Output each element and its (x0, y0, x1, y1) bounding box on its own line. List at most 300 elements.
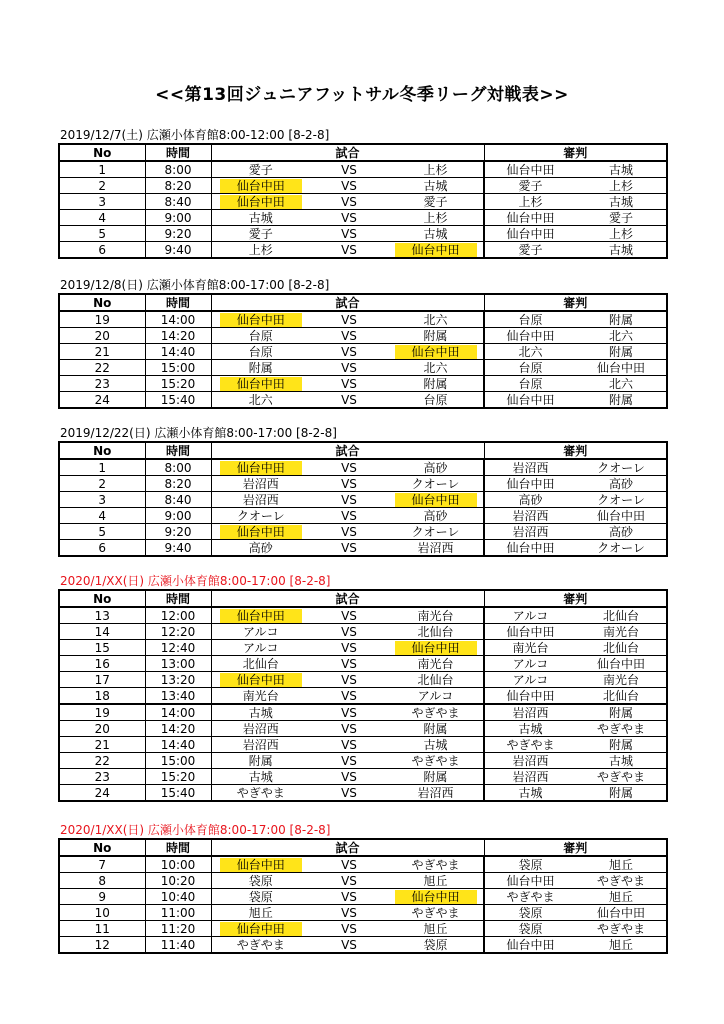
match-time: 14:00 (145, 704, 211, 721)
home-team: 北仙台 (211, 656, 310, 672)
referee-1: 北六 (484, 344, 576, 360)
home-team-highlighted: 仙台中田 (220, 179, 302, 193)
away-team: 台原 (388, 392, 484, 409)
vs-label: VS (310, 194, 388, 210)
table-row (59, 226, 667, 242)
table-row (59, 161, 667, 178)
home-team: 北六 (211, 392, 310, 409)
schedule-table (58, 143, 668, 259)
table-header-row (59, 442, 667, 459)
away-team: 旭丘 (388, 873, 484, 889)
home-team-highlighted: 仙台中田 (220, 525, 302, 539)
table-row (59, 376, 667, 392)
table-row (59, 607, 667, 624)
table-header-row (59, 144, 667, 161)
match-no: 19 (59, 704, 145, 721)
match-no: 24 (59, 392, 145, 409)
match-time: 15:40 (145, 785, 211, 802)
away-team-highlighted: 仙台中田 (395, 243, 477, 257)
vs-label: VS (310, 672, 388, 688)
referee-2: 古城 (576, 161, 667, 178)
referee-1: 台原 (484, 360, 576, 376)
referee-1: 古城 (484, 721, 576, 737)
section-caption: 2019/12/8(日) 広瀬小体育館8:00-17:00 [8-2-8] (60, 278, 330, 292)
referee-1: 仙台中田 (484, 476, 576, 492)
referee-2: 上杉 (576, 178, 667, 194)
header-no: No (59, 144, 145, 161)
vs-label: VS (310, 311, 388, 328)
home-team: 南光台 (211, 688, 310, 705)
match-no: 5 (59, 226, 145, 242)
away-team: やぎやま (388, 856, 484, 873)
table-header-row (59, 590, 667, 607)
vs-label: VS (310, 640, 388, 656)
referee-2: 愛子 (576, 210, 667, 226)
home-team-cell (211, 524, 310, 540)
match-no: 12 (59, 937, 145, 954)
match-no: 20 (59, 721, 145, 737)
away-team: 古城 (388, 226, 484, 242)
referee-2: 仙台中田 (576, 905, 667, 921)
home-team-highlighted: 仙台中田 (220, 609, 302, 623)
home-team: 台原 (211, 344, 310, 360)
away-team: 旭丘 (388, 921, 484, 937)
referee-2: 旭丘 (576, 937, 667, 954)
table-row (59, 873, 667, 889)
referee-2: クオーレ (576, 492, 667, 508)
match-time: 13:00 (145, 656, 211, 672)
referee-1: 袋原 (484, 921, 576, 937)
match-time: 8:40 (145, 492, 211, 508)
table-row (59, 492, 667, 508)
referee-1: 愛子 (484, 242, 576, 259)
match-time: 15:00 (145, 360, 211, 376)
schedule-section (58, 822, 666, 954)
match-time: 14:40 (145, 344, 211, 360)
home-team-cell (211, 178, 310, 194)
section-caption: 2019/12/22(日) 広瀬小体育館8:00-17:00 [8-2-8] (60, 426, 337, 440)
away-team: 愛子 (388, 194, 484, 210)
schedule-table (58, 838, 668, 954)
vs-label: VS (310, 376, 388, 392)
home-team: 高砂 (211, 540, 310, 557)
away-team: 南光台 (388, 607, 484, 624)
home-team: 袋原 (211, 889, 310, 905)
away-team: やぎやま (388, 704, 484, 721)
section-caption: 2020/1/XX(日) 広瀬小体育館8:00-17:00 [8-2-8] (60, 823, 331, 837)
match-time: 9:40 (145, 242, 211, 259)
referee-1: 岩沼西 (484, 524, 576, 540)
table-row (59, 178, 667, 194)
home-team-cell (211, 459, 310, 476)
referee-2: 高砂 (576, 476, 667, 492)
header-referee: 審判 (484, 839, 667, 856)
schedule-section (58, 127, 666, 259)
match-no: 24 (59, 785, 145, 802)
header-no: No (59, 442, 145, 459)
match-time: 14:00 (145, 311, 211, 328)
table-row (59, 889, 667, 905)
match-no: 3 (59, 492, 145, 508)
referee-2: 古城 (576, 242, 667, 259)
match-no: 16 (59, 656, 145, 672)
home-team: やぎやま (211, 785, 310, 802)
home-team-cell (211, 376, 310, 392)
referee-2: 北仙台 (576, 640, 667, 656)
home-team-highlighted: 仙台中田 (220, 461, 302, 475)
header-referee: 審判 (484, 144, 667, 161)
match-no: 17 (59, 672, 145, 688)
match-time: 8:20 (145, 178, 211, 194)
away-team-highlighted: 仙台中田 (395, 345, 477, 359)
referee-1: 仙台中田 (484, 226, 576, 242)
home-team: 岩沼西 (211, 721, 310, 737)
vs-label: VS (310, 524, 388, 540)
match-time: 10:00 (145, 856, 211, 873)
match-time: 10:40 (145, 889, 211, 905)
match-time: 14:20 (145, 328, 211, 344)
referee-2: 旭丘 (576, 856, 667, 873)
header-match: 試合 (211, 294, 484, 311)
referee-2: 仙台中田 (576, 656, 667, 672)
away-team: 高砂 (388, 508, 484, 524)
header-match: 試合 (211, 839, 484, 856)
vs-label: VS (310, 785, 388, 802)
referee-1: 上杉 (484, 194, 576, 210)
home-team-cell (211, 921, 310, 937)
match-no: 13 (59, 607, 145, 624)
referee-2: 仙台中田 (576, 508, 667, 524)
home-team: 愛子 (211, 161, 310, 178)
match-no: 4 (59, 210, 145, 226)
vs-label: VS (310, 688, 388, 705)
table-row (59, 785, 667, 802)
match-time: 15:20 (145, 376, 211, 392)
header-match: 試合 (211, 442, 484, 459)
vs-label: VS (310, 704, 388, 721)
match-time: 11:00 (145, 905, 211, 921)
vs-label: VS (310, 737, 388, 753)
away-team: 北六 (388, 360, 484, 376)
home-team-highlighted: 仙台中田 (220, 673, 302, 687)
table-row (59, 753, 667, 769)
table-row (59, 624, 667, 640)
match-no: 2 (59, 178, 145, 194)
match-time: 9:40 (145, 540, 211, 557)
match-no: 8 (59, 873, 145, 889)
referee-2: 附属 (576, 311, 667, 328)
vs-label: VS (310, 856, 388, 873)
header-no: No (59, 294, 145, 311)
referee-2: 附属 (576, 344, 667, 360)
match-time: 15:20 (145, 769, 211, 785)
referee-2: 仙台中田 (576, 360, 667, 376)
referee-1: 台原 (484, 376, 576, 392)
referee-2: 北仙台 (576, 607, 667, 624)
home-team-highlighted: 仙台中田 (220, 858, 302, 872)
away-team: 附属 (388, 376, 484, 392)
vs-label: VS (310, 624, 388, 640)
match-time: 15:00 (145, 753, 211, 769)
table-row (59, 524, 667, 540)
home-team: アルコ (211, 640, 310, 656)
away-team: やぎやま (388, 753, 484, 769)
referee-2: 古城 (576, 753, 667, 769)
match-no: 23 (59, 769, 145, 785)
vs-label: VS (310, 508, 388, 524)
table-row (59, 656, 667, 672)
referee-2: 北六 (576, 328, 667, 344)
home-team-cell (211, 311, 310, 328)
home-team: 古城 (211, 769, 310, 785)
home-team: 袋原 (211, 873, 310, 889)
referee-1: 台原 (484, 311, 576, 328)
home-team-highlighted: 仙台中田 (220, 377, 302, 391)
match-no: 20 (59, 328, 145, 344)
header-no: No (59, 590, 145, 607)
away-team-highlighted: 仙台中田 (395, 493, 477, 507)
home-team: クオーレ (211, 508, 310, 524)
referee-1: 仙台中田 (484, 688, 576, 705)
schedule-section (58, 277, 666, 409)
vs-label: VS (310, 161, 388, 178)
table-row (59, 640, 667, 656)
match-time: 8:20 (145, 476, 211, 492)
match-no: 5 (59, 524, 145, 540)
away-team-cell (388, 889, 484, 905)
away-team: 岩沼西 (388, 540, 484, 557)
table-row (59, 921, 667, 937)
table-row (59, 328, 667, 344)
away-team: 袋原 (388, 937, 484, 954)
vs-label: VS (310, 344, 388, 360)
header-time: 時間 (145, 590, 211, 607)
table-header-row (59, 294, 667, 311)
schedule-table (58, 441, 668, 557)
header-referee: 審判 (484, 590, 667, 607)
home-team: 上杉 (211, 242, 310, 259)
table-row (59, 721, 667, 737)
away-team: 附属 (388, 721, 484, 737)
home-team: 岩沼西 (211, 492, 310, 508)
schedule-section (58, 425, 666, 557)
vs-label: VS (310, 889, 388, 905)
away-team-cell (388, 640, 484, 656)
header-match: 試合 (211, 144, 484, 161)
vs-label: VS (310, 210, 388, 226)
schedule-section (58, 573, 666, 802)
away-team-highlighted: 仙台中田 (395, 890, 477, 904)
referee-2: 附属 (576, 785, 667, 802)
match-time: 11:20 (145, 921, 211, 937)
match-time: 10:20 (145, 873, 211, 889)
referee-1: 南光台 (484, 640, 576, 656)
match-no: 1 (59, 161, 145, 178)
referee-2: 附属 (576, 392, 667, 409)
page-title: <<第13回ジュニアフットサル冬季リーグ対戦表>> (155, 85, 569, 105)
table-row (59, 937, 667, 954)
vs-label: VS (310, 242, 388, 259)
table-row (59, 392, 667, 409)
match-time: 11:40 (145, 937, 211, 954)
header-match: 試合 (211, 590, 484, 607)
match-time: 13:40 (145, 688, 211, 705)
table-row (59, 210, 667, 226)
referee-1: 愛子 (484, 178, 576, 194)
away-team: 上杉 (388, 161, 484, 178)
referee-1: 仙台中田 (484, 873, 576, 889)
referee-2: 南光台 (576, 672, 667, 688)
table-row (59, 311, 667, 328)
home-team: 岩沼西 (211, 737, 310, 753)
table-header-row (59, 839, 667, 856)
table-row (59, 459, 667, 476)
match-no: 21 (59, 344, 145, 360)
table-row (59, 769, 667, 785)
referee-2: クオーレ (576, 459, 667, 476)
referee-1: やぎやま (484, 889, 576, 905)
match-no: 18 (59, 688, 145, 705)
header-time: 時間 (145, 442, 211, 459)
match-no: 14 (59, 624, 145, 640)
home-team-cell (211, 607, 310, 624)
header-time: 時間 (145, 144, 211, 161)
referee-1: 仙台中田 (484, 392, 576, 409)
home-team-highlighted: 仙台中田 (220, 195, 302, 209)
away-team: 北仙台 (388, 672, 484, 688)
match-no: 15 (59, 640, 145, 656)
vs-label: VS (310, 905, 388, 921)
referee-1: アルコ (484, 607, 576, 624)
match-time: 8:00 (145, 161, 211, 178)
table-row (59, 540, 667, 557)
referee-2: クオーレ (576, 540, 667, 557)
away-team: 岩沼西 (388, 785, 484, 802)
referee-1: 仙台中田 (484, 210, 576, 226)
vs-label: VS (310, 392, 388, 409)
away-team: クオーレ (388, 524, 484, 540)
referee-2: 高砂 (576, 524, 667, 540)
referee-2: 北六 (576, 376, 667, 392)
match-time: 13:20 (145, 672, 211, 688)
match-no: 22 (59, 360, 145, 376)
away-team: 高砂 (388, 459, 484, 476)
referee-2: 旭丘 (576, 889, 667, 905)
match-no: 22 (59, 753, 145, 769)
home-team: 台原 (211, 328, 310, 344)
vs-label: VS (310, 459, 388, 476)
match-time: 14:40 (145, 737, 211, 753)
home-team: 古城 (211, 210, 310, 226)
table-row (59, 508, 667, 524)
vs-label: VS (310, 540, 388, 557)
referee-2: 附属 (576, 737, 667, 753)
match-no: 19 (59, 311, 145, 328)
home-team-cell (211, 856, 310, 873)
referee-1: アルコ (484, 672, 576, 688)
referee-1: 岩沼西 (484, 704, 576, 721)
referee-1: 仙台中田 (484, 328, 576, 344)
match-no: 1 (59, 459, 145, 476)
home-team-cell (211, 194, 310, 210)
away-team-cell (388, 242, 484, 259)
home-team: アルコ (211, 624, 310, 640)
referee-2: 北仙台 (576, 688, 667, 705)
match-no: 2 (59, 476, 145, 492)
match-time: 8:00 (145, 459, 211, 476)
match-no: 23 (59, 376, 145, 392)
vs-label: VS (310, 769, 388, 785)
referee-1: 仙台中田 (484, 624, 576, 640)
away-team: 北六 (388, 311, 484, 328)
match-time: 9:00 (145, 210, 211, 226)
header-time: 時間 (145, 839, 211, 856)
table-row (59, 737, 667, 753)
away-team: クオーレ (388, 476, 484, 492)
away-team-highlighted: 仙台中田 (395, 641, 477, 655)
table-row (59, 905, 667, 921)
referee-2: やぎやま (576, 769, 667, 785)
referee-2: 南光台 (576, 624, 667, 640)
referee-1: 岩沼西 (484, 753, 576, 769)
away-team: 上杉 (388, 210, 484, 226)
vs-label: VS (310, 873, 388, 889)
header-no: No (59, 839, 145, 856)
table-row (59, 476, 667, 492)
schedule-table (58, 293, 668, 409)
match-time: 9:00 (145, 508, 211, 524)
table-row (59, 704, 667, 721)
referee-2: やぎやま (576, 873, 667, 889)
match-time: 12:40 (145, 640, 211, 656)
home-team: 附属 (211, 360, 310, 376)
referee-1: 仙台中田 (484, 540, 576, 557)
away-team-cell (388, 492, 484, 508)
table-row (59, 672, 667, 688)
match-no: 6 (59, 540, 145, 557)
table-row (59, 856, 667, 873)
table-row (59, 194, 667, 210)
referee-1: 岩沼西 (484, 769, 576, 785)
away-team: アルコ (388, 688, 484, 705)
match-no: 9 (59, 889, 145, 905)
match-no: 4 (59, 508, 145, 524)
home-team: 岩沼西 (211, 476, 310, 492)
referee-1: 仙台中田 (484, 937, 576, 954)
referee-1: 袋原 (484, 905, 576, 921)
match-time: 12:00 (145, 607, 211, 624)
vs-label: VS (310, 721, 388, 737)
match-no: 7 (59, 856, 145, 873)
away-team: 南光台 (388, 656, 484, 672)
away-team: 古城 (388, 737, 484, 753)
vs-label: VS (310, 476, 388, 492)
referee-1: 袋原 (484, 856, 576, 873)
match-no: 21 (59, 737, 145, 753)
referee-1: 高砂 (484, 492, 576, 508)
match-time: 15:40 (145, 392, 211, 409)
header-referee: 審判 (484, 442, 667, 459)
vs-label: VS (310, 937, 388, 954)
referee-2: 附属 (576, 704, 667, 721)
away-team: 附属 (388, 769, 484, 785)
home-team: 古城 (211, 704, 310, 721)
home-team: やぎやま (211, 937, 310, 954)
vs-label: VS (310, 607, 388, 624)
home-team: 旭丘 (211, 905, 310, 921)
vs-label: VS (310, 178, 388, 194)
match-no: 11 (59, 921, 145, 937)
